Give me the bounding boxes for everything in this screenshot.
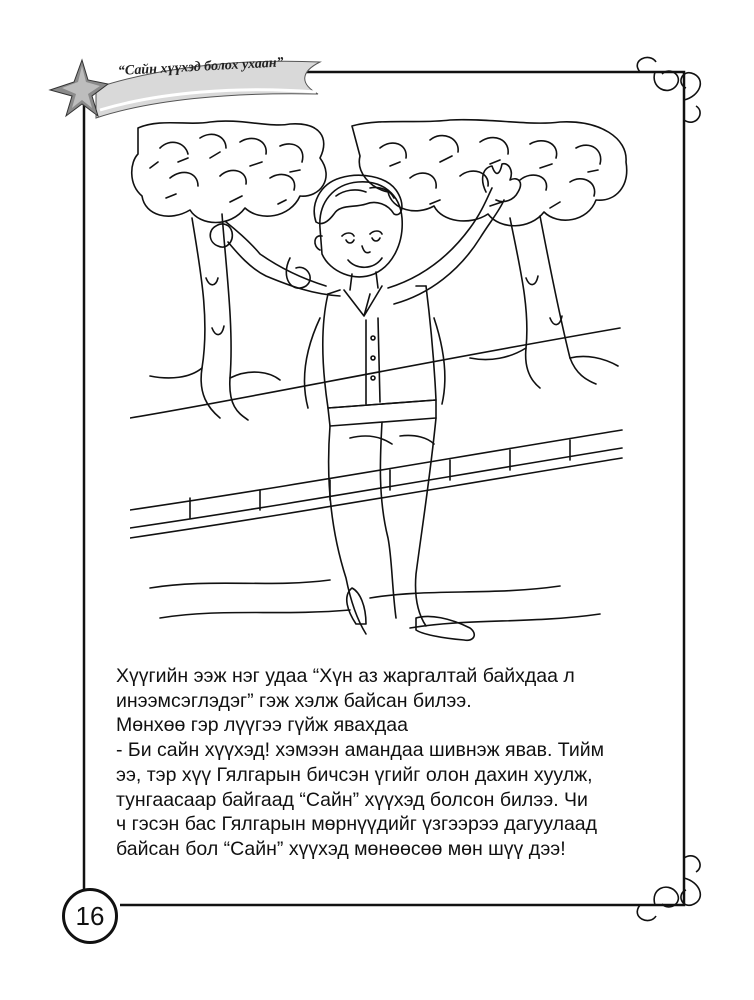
corner-flourish-top-right [637, 57, 700, 122]
header-title: “Сайн хүүхэд болох ухаан” [117, 55, 284, 79]
story-line: инээмсэглэдэг” гэж хэлж байсан билээ. [116, 689, 472, 712]
story-line: байсан бол “Сайн” хүүхэд мөнөөсөө мөн шүү дээ! [116, 837, 566, 860]
left-tree [132, 121, 326, 420]
right-tree [352, 120, 627, 388]
page-number-badge: 16 [62, 888, 118, 944]
story-line: ээ, тэр хүү Гялгарын бичсэн үгийг олон дахин хуулж, [116, 763, 593, 786]
story-line: Мөнхөө гэр лүүгээ гүйж явахдаа [116, 714, 408, 737]
story-line: тунгаасаар байгаад “Сайн” хүүхэд болсон билээ. Чи [116, 788, 588, 811]
corner-flourish-bottom-right [637, 856, 700, 921]
story-line: ч гэсэн бас Гялгарын мөрнүүдийг үзгээрээ дагуулаад [116, 813, 598, 836]
story-line: Хүүгийн ээж нэг удаа “Хүн аз жаргалтай байхдаа л [116, 665, 575, 687]
boy-leaning-on-wall-illustration [130, 118, 630, 658]
story-line: - Би сайн хүүхэд! хэмээн амандаа шивнэж явав. Тийм [116, 739, 605, 762]
boy-figure [210, 164, 520, 641]
story-text [116, 664, 646, 862]
